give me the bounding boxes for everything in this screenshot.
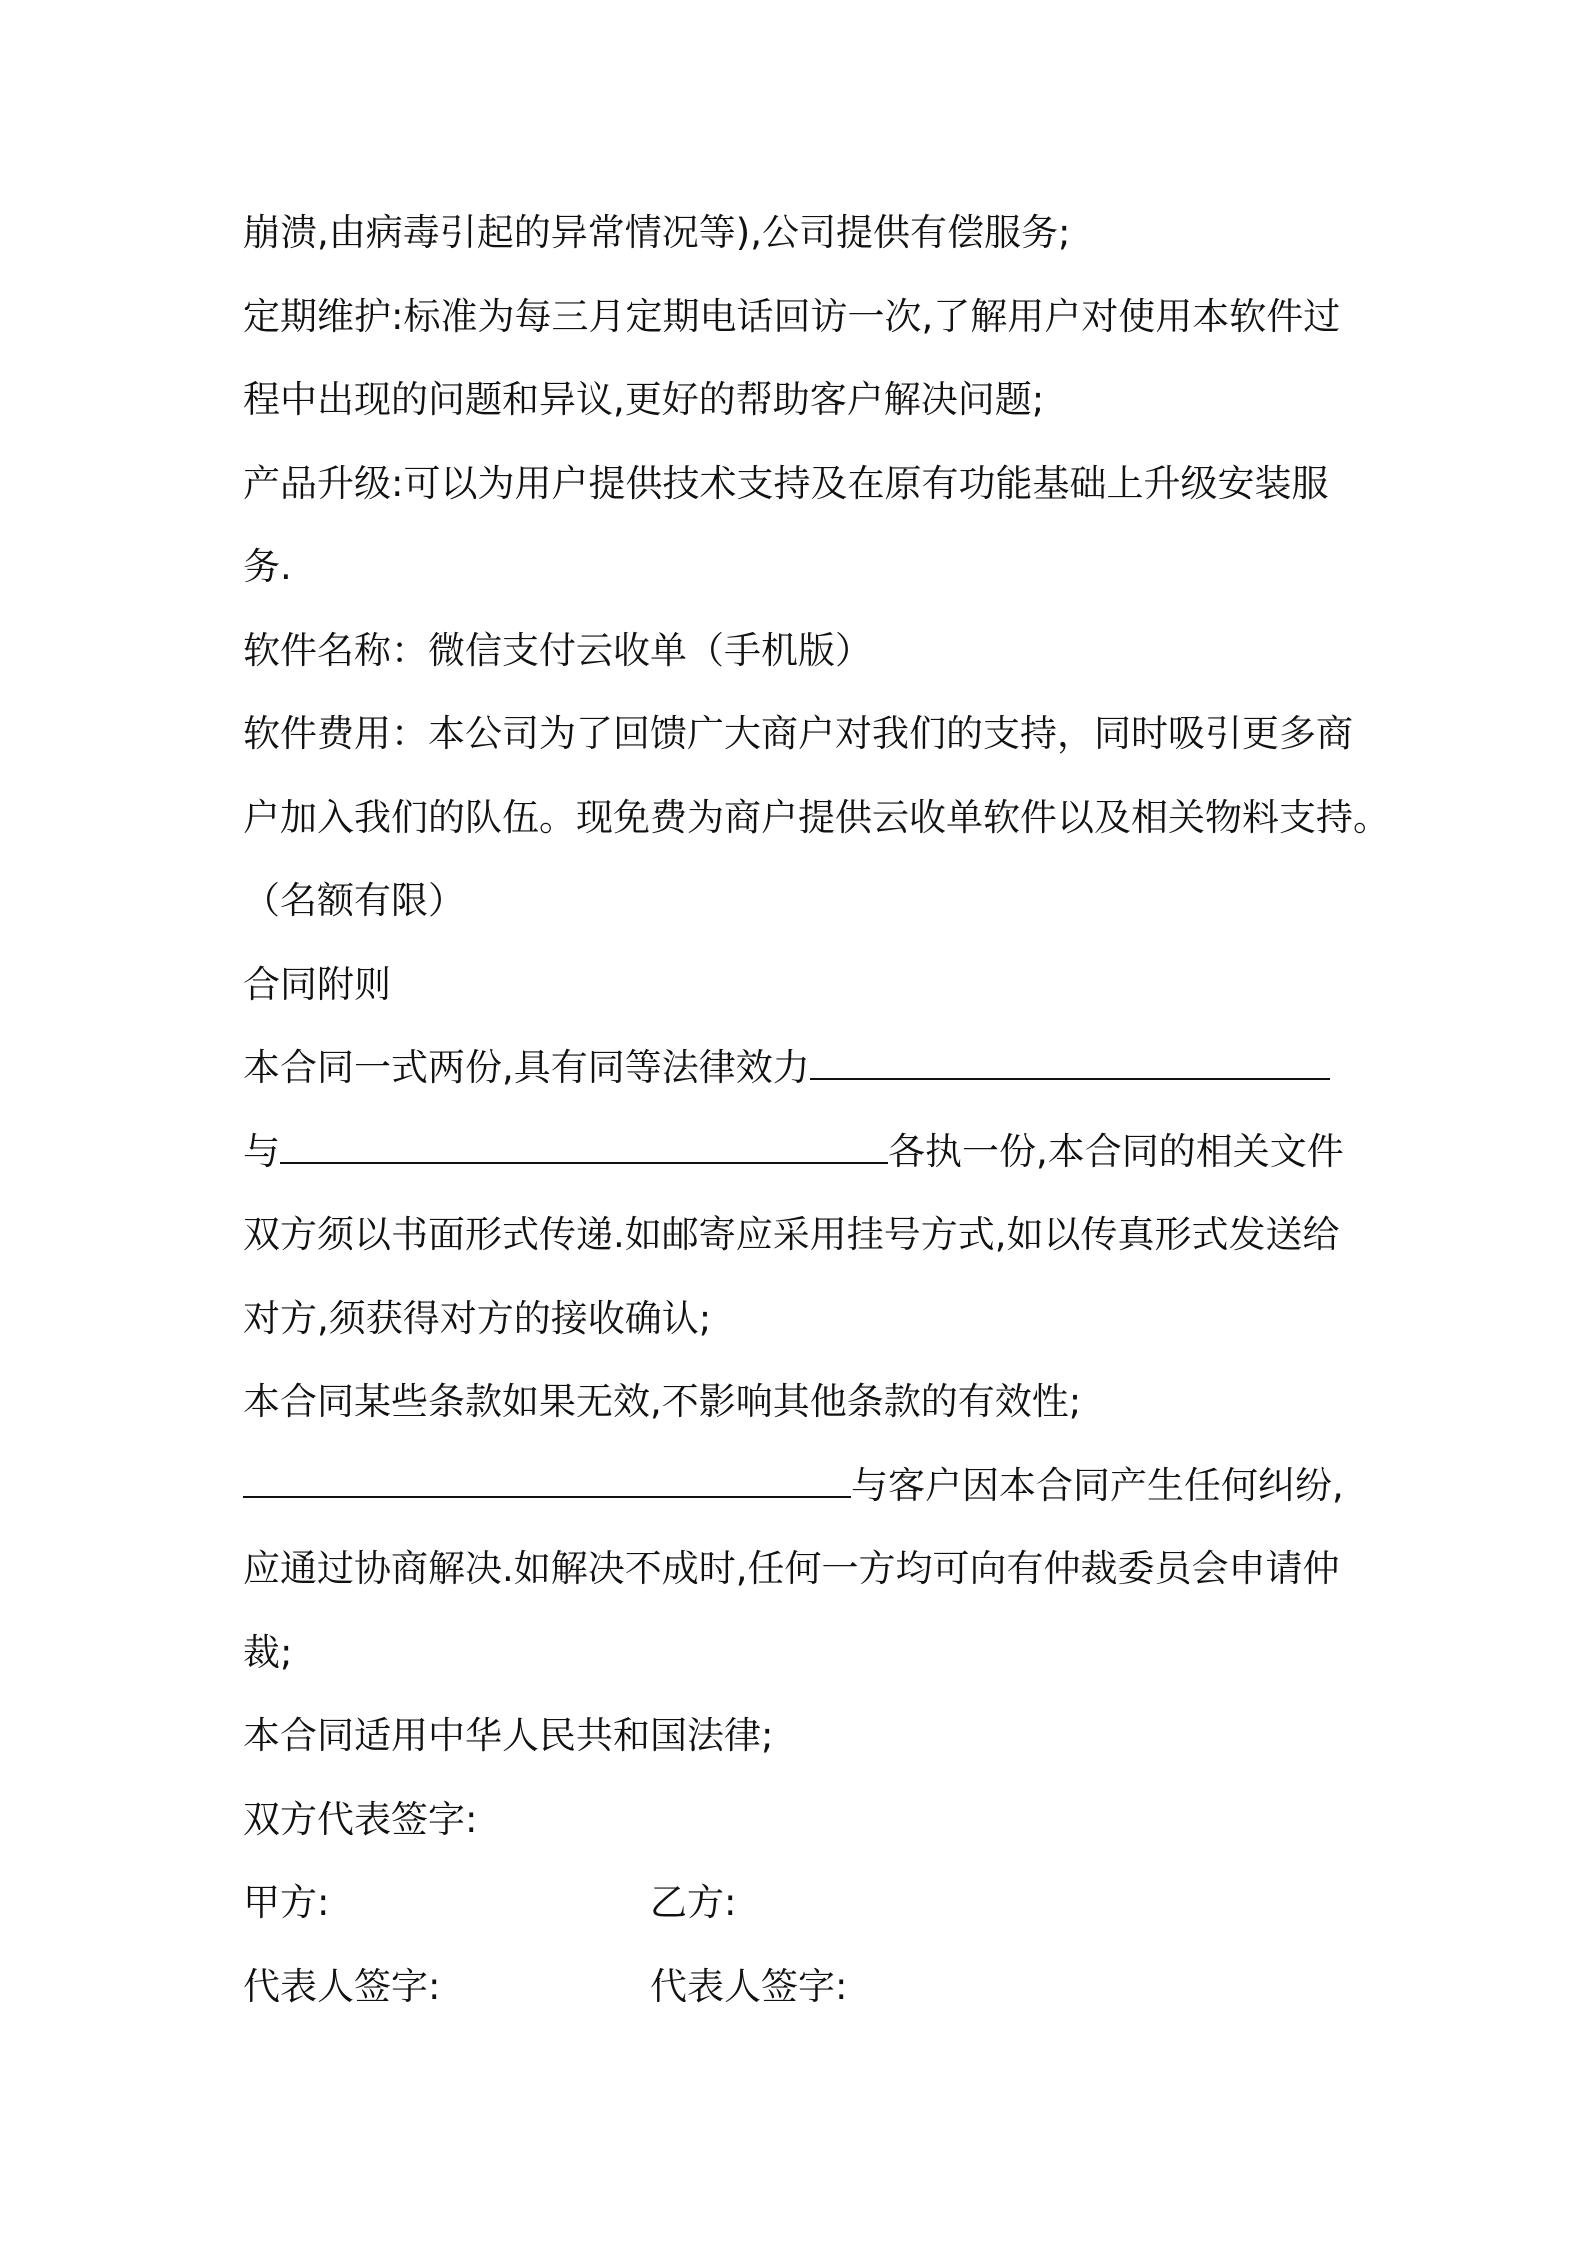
representative-b-label: 代表人签字: <box>650 1964 848 2008</box>
blank-company-field <box>243 1460 851 1498</box>
clause-delivery-line: 对方,须获得对方的接收确认; <box>243 1296 712 1340</box>
clause-law-line: 本合同适用中华人民共和国法律; <box>243 1714 774 1757</box>
clause-delivery-line: 双方须以书面形式传递.如邮寄应采用挂号方式,如以传真形式发送给 <box>243 1213 1340 1256</box>
representative-a-label: 代表人签字: <box>243 1964 441 2008</box>
signatures-heading: 双方代表签字: <box>243 1797 478 1841</box>
paragraph-line: 产品升级:可以为用户提供技术支持及在原有功能基础上升级安装服 <box>243 461 1329 505</box>
software-fee-line: 户加入我们的队伍。现免费为商户提供云收单软件以及相关物料支持。 <box>243 795 1390 839</box>
clause-dispute-line-1 <box>243 1444 1358 1528</box>
clause-copies-line-2 <box>243 1110 1358 1194</box>
paragraph-line: 程中出现的问题和异议,更好的帮助客户解决问题; <box>243 378 1045 421</box>
clause-copies-text: 各执一份,本合同的相关文件 <box>888 1129 1344 1173</box>
document-body <box>243 191 1390 2028</box>
clause-dispute-line: 应通过协商解决.如解决不成时,任何一方均可向有仲裁委员会申请仲 <box>243 1547 1340 1590</box>
limited-quota-note: （名额有限） <box>243 879 465 922</box>
paragraph-line: 定期维护:标准为每三月定期电话回访一次,了解用户对使用本软件过 <box>243 294 1341 338</box>
clause-copies-text: 本合同一式两份,具有同等法律效力 <box>243 1046 810 1089</box>
paragraph-line: 崩溃,由病毒引起的异常情况等),公司提供有偿服务; <box>243 211 1071 254</box>
party-a-label: 甲方: <box>243 1881 330 1924</box>
section-heading: 合同附则 <box>243 962 391 1006</box>
signature-party-row <box>243 1861 1358 1945</box>
blank-party-b-field <box>280 1126 888 1164</box>
paragraph-line: 务. <box>243 545 292 588</box>
software-name-line: 软件名称：微信支付云收单（手机版） <box>243 628 872 672</box>
clause-dispute-text: 与客户因本合同产生任何纠纷, <box>851 1463 1344 1507</box>
party-b-label: 乙方: <box>650 1881 737 1924</box>
clause-validity-line: 本合同某些条款如果无效,不影响其他条款的有效性; <box>243 1380 1082 1423</box>
blank-party-a-field <box>810 1042 1330 1080</box>
clause-dispute-line: 裁; <box>243 1630 293 1674</box>
software-fee-line: 软件费用：本公司为了回馈广大商户对我们的支持，同时吸引更多商 <box>243 712 1353 755</box>
clause-copies-line-1 <box>243 1026 1358 1110</box>
clause-copies-connector: 与 <box>243 1129 280 1173</box>
signature-representative-row <box>243 1945 1358 2029</box>
